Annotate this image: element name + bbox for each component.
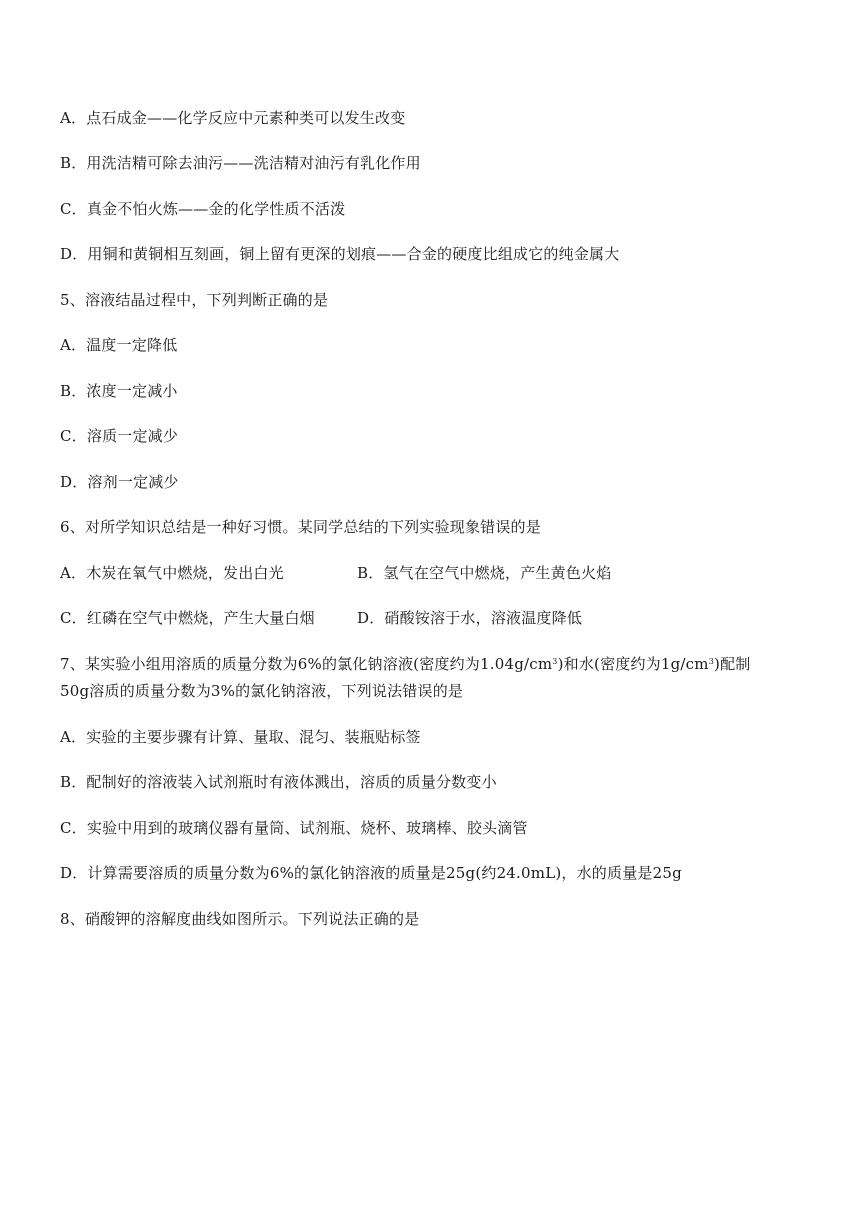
q7-option-d: D．计算需要溶质的质量分数为6%的氯化钠溶液的质量是25g(约24.0mL)，水的质量是25g [60,864,682,882]
q7-stem-line-2: 50g溶质的质量分数为3%的氯化钠溶液，下列说法错误的是 [60,682,464,700]
q8-stem: 8、硝酸钾的溶解度曲线如图所示。下列说法正确的是 [60,910,420,928]
q7-stem-part1: 7、某实验小组用溶质的质量分数为6%的氯化钠溶液(密度约为1.04g/cm [60,655,553,673]
q4-option-d: D．用铜和黄铜相互刻画，铜上留有更深的划痕——合金的硬度比组成它的纯金属大 [60,245,620,263]
q5-option-b: B．浓度一定减小 [60,382,178,400]
q7-stem-part2: )和水(密度约为1g/cm [557,655,709,673]
q4-option-b: B．用洗洁精可除去油污——洗洁精对油污有乳化作用 [60,154,421,172]
q5-option-d: D．溶剂一定减少 [60,473,179,491]
q6-stem: 6、对所学知识总结是一种好习惯。某同学总结的下列实验现象错误的是 [60,518,541,536]
q6-option-d: D．硝酸铵溶于水，溶液温度降低 [357,609,583,627]
q4-option-a: A．点石成金——化学反应中元素种类可以发生改变 [60,109,406,127]
q7-option-a: A．实验的主要步骤有计算、量取、混匀、装瓶贴标签 [60,728,421,746]
q6-row-2 [60,608,315,628]
q4-option-c: C．真金不怕火炼——金的化学性质不活泼 [60,200,346,218]
q7-superscript-2: 3 [708,657,715,666]
q5-option-c: C．溶质一定减少 [60,427,179,445]
q7-superscript-1: 3 [552,657,558,666]
q6-option-a: A．木炭在氧气中燃烧，发出白光 [60,564,284,582]
q6-option-b: B．氢气在空气中燃烧，产生黄色火焰 [357,564,612,582]
q6-row-1 [60,563,284,583]
q7-stem-line-1 [60,654,750,674]
q5-option-a: A．温度一定降低 [60,336,178,354]
q6-option-c: C．红磷在空气中燃烧，产生大量白烟 [60,609,315,627]
q5-stem: 5、溶液结晶过程中，下列判断正确的是 [60,291,329,309]
q7-option-c: C．实验中用到的玻璃仪器有量筒、试剂瓶、烧杯、玻璃棒、胶头滴管 [60,819,528,837]
q7-stem-part3: )配制 [714,655,751,673]
q7-option-b: B．配制好的溶液装入试剂瓶时有液体溅出，溶质的质量分数变小 [60,773,497,791]
